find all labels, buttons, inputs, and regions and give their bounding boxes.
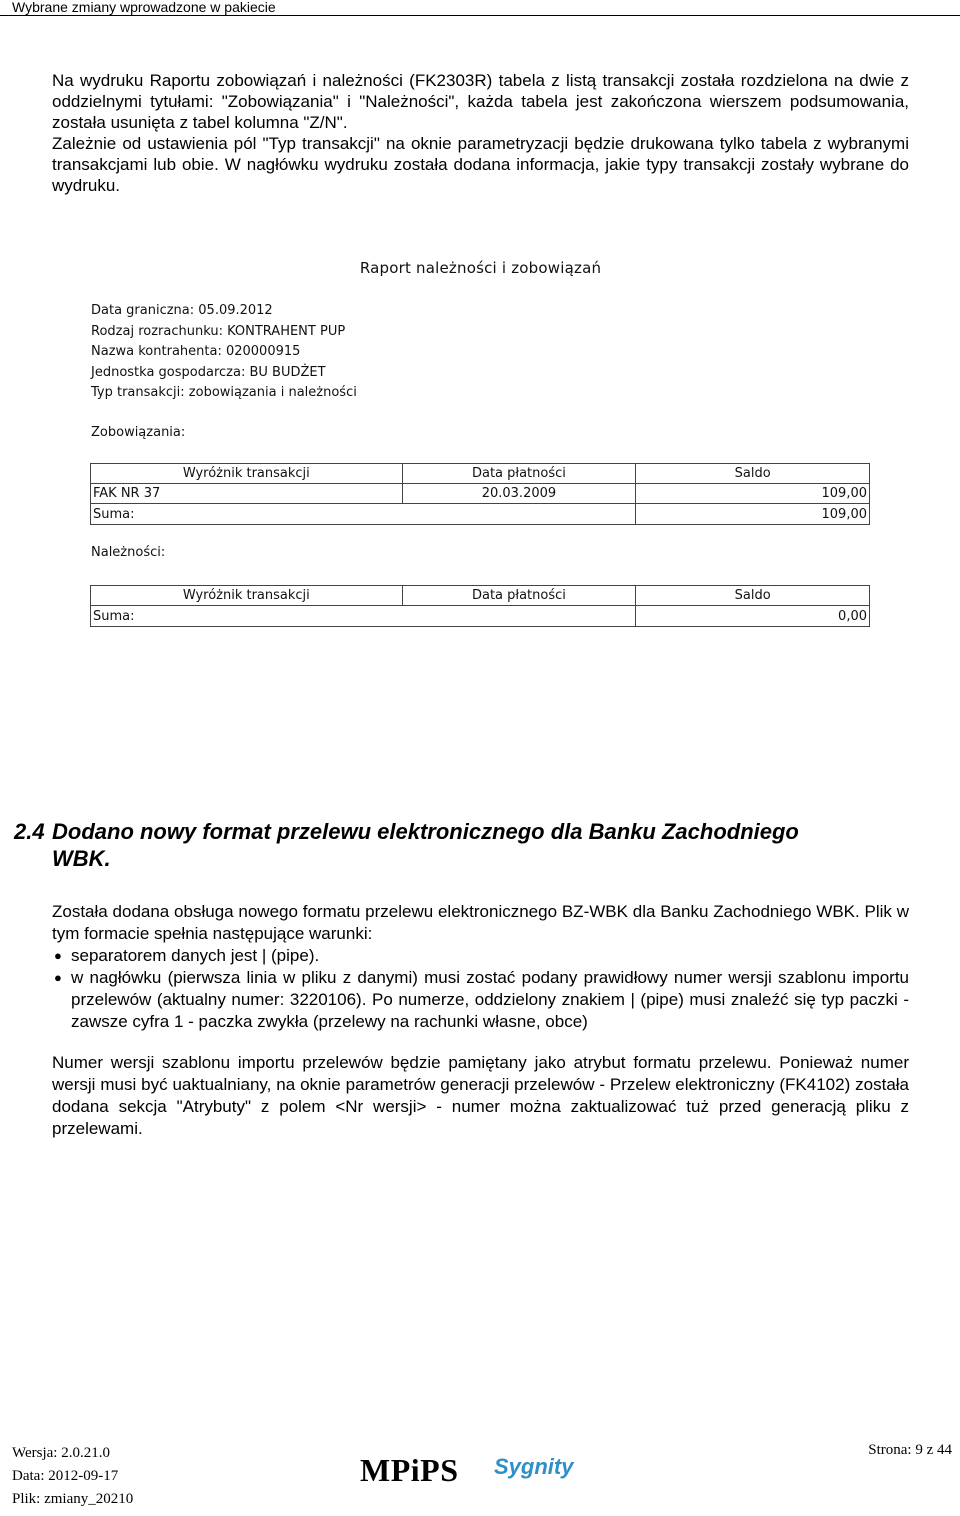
report-meta-line: Data graniczna: 05.09.2012 [91,303,273,318]
report-meta-line: Nazwa kontrahenta: 020000915 [91,344,301,359]
report-screenshot [88,255,873,635]
sum-label: Suma: [91,606,636,627]
balance: 109,00 [636,484,870,504]
liabilities-label: Zobowiązania: [91,425,186,440]
report-meta [91,301,357,404]
footer-file: Plik: zmiany_20210 [12,1491,134,1507]
footer-version: Wersja: 2.0.21.0 [12,1445,110,1461]
sum-row [91,606,870,627]
column-header: Wyróżnik transakcji [91,464,403,484]
table-row [91,484,870,504]
report-meta-line: Jednostka gospodarcza: BU BUDŻET [91,364,326,380]
column-header: Data płatności [402,586,636,606]
payment-date: 20.03.2009 [402,484,636,504]
page-number: Strona: 9 z 44 [868,1442,952,1458]
bullet-icon: ● [54,948,62,963]
section-title-line-1: Dodano nowy format przelewu elektronicznego dla Banku Zachodniego [52,819,799,844]
column-header: Saldo [636,464,870,484]
receivables-label: Należności: [91,545,166,560]
list-item [54,967,909,1033]
list-item [54,945,909,967]
section-paragraph-1: Została dodana obsługa nowego formatu przelewu elektronicznego BZ-WBK dla Banku Zachodniego WBK. Plik w tym formacie spełnia następujące warunki: [52,902,909,943]
conditions-list [52,945,909,1033]
list-item-text: separatorem danych jest | (pipe). [71,946,320,965]
column-header: Saldo [636,586,870,606]
sum-value: 0,00 [636,606,870,627]
transaction-id: FAK NR 37 [91,484,403,504]
section-number: 2.4 [14,819,45,844]
sum-label: Suma: [91,504,636,525]
sum-value: 109,00 [636,504,870,525]
mpips-logo: MPiPS [360,1452,459,1488]
report-meta-line: Rodzaj rozrachunku: KONTRAHENT PUP [91,323,346,339]
intro-paragraph-1: Na wydruku Raportu zobowiązań i należności (FK2303R) tabela z listą transakcji została rozdzielona na dwie z oddzielnymi tytułami: "Zobowiązania" i "Należności", każda tabela jest zakończona wierszem podsumowania, została usunięta z tabel kolumna "Z/N". [52,71,909,132]
document-footer [0,1432,960,1516]
footer-date: Data: 2012-09-17 [12,1468,119,1484]
footer-meta [12,1442,133,1511]
intro-paragraph-2: Zależnie od ustawienia pól "Typ transakcji" na oknie parametryzacji będzie drukowana tylko tabela z wybranymi transakcjami lub obie. W nagłówku wydruku została dodana informacja, jakie typy transakcji zostały wybrane do wydruku. [52,134,909,195]
report-meta-line: Typ transakcji: zobowiązania i należności [91,385,357,400]
document-header-title: Wybrane zmiany wprowadzone w pakiecie [12,0,276,15]
document-header [0,0,960,16]
bullet-icon: ● [54,970,62,985]
list-item-text: w nagłówku (pierwsza linia w pliku z danymi) musi zostać podany prawidłowy numer wersji szablonu importu przelewów (aktualny numer: 3220106). Po numerze, oddzielony znakiem | (pipe) musi znaleźć się typ paczki - zawsze cyfra 1 - paczka zwykła (przelewy na rachunki własne, obce) [71,968,909,1031]
column-header: Wyróżnik transakcji [91,586,403,606]
column-header: Data płatności [402,464,636,484]
intro-text [52,70,909,196]
section-paragraph-2: Numer wersji szablonu importu przelewów będzie pamiętany jako atrybut formatu przelewu. Ponieważ numer wersji musi być uaktualniany, na oknie parametrów generacji przelewów - Przelew elektroniczny (FK4102) została dodana sekcja "Atrybuty" z polem <Nr wersji> - numer można zaktualizować tuż przed generacją pliku z przelewami. [52,1053,909,1138]
section-title-line-2: WBK. [52,846,111,871]
section-heading [14,818,914,872]
sum-row [91,504,870,525]
liabilities-table [90,463,870,525]
sygnity-logo: Sygnity [494,1454,574,1479]
report-title: Raport należności i zobowiązań [359,259,602,277]
section-body [52,901,909,1140]
receivables-table [90,585,870,627]
